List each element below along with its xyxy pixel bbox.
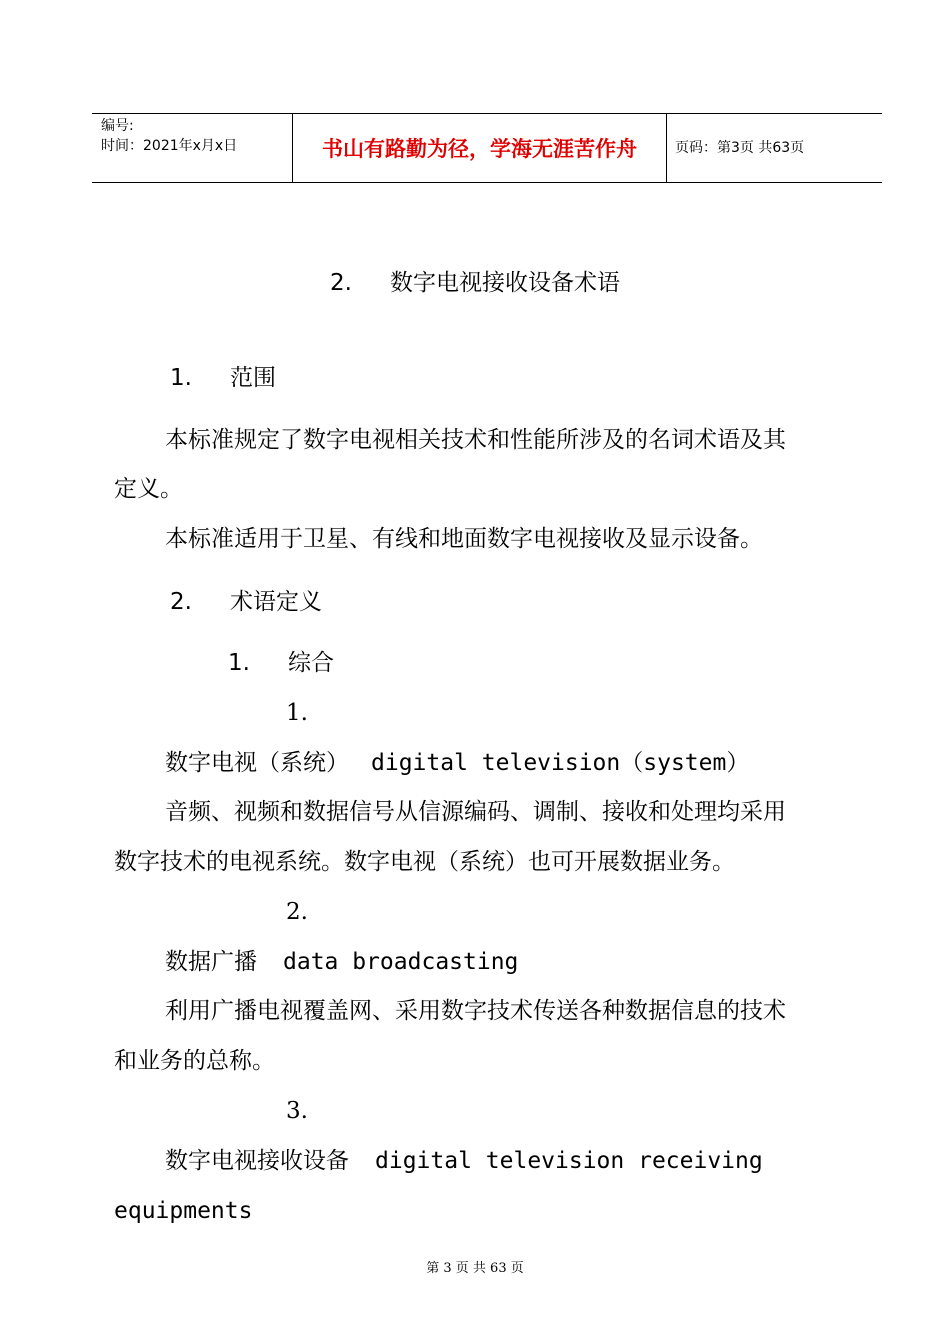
subsection-number: 1.: [228, 650, 250, 676]
term-definition: 数字技术的电视系统。数字电视（系统）也可开展数据业务。: [114, 849, 735, 875]
doc-title-number: 2.: [330, 270, 352, 296]
term-name-cn: 数字电视（系统）: [165, 750, 349, 776]
header-motto: 书山有路勤为径，学海无涯苦作舟: [322, 136, 637, 161]
section-number: 1.: [170, 365, 192, 391]
serial-label: 编号:: [101, 118, 134, 134]
subsection-title: 综合: [287, 650, 334, 676]
header-divider: [666, 114, 667, 182]
section-heading-1: [170, 363, 276, 393]
term-name-en: digital television receiving: [375, 1148, 763, 1174]
doc-title-text: 数字电视接收设备术语: [389, 270, 620, 296]
page-header: [92, 113, 882, 183]
term-number: 2.: [286, 899, 308, 925]
term-heading: [165, 947, 518, 977]
page-footer: 第 3 页 共 63 页: [426, 1261, 524, 1276]
section-heading-2: [170, 587, 322, 617]
doc-title: [330, 268, 620, 298]
paragraph: 本标准适用于卫星、有线和地面数字电视接收及显示设备。: [165, 526, 763, 552]
section-title: 术语定义: [229, 589, 322, 615]
term-definition: 和业务的总称。: [114, 1048, 275, 1074]
term-heading: [165, 1146, 763, 1176]
term-number: 1.: [286, 700, 308, 726]
term-name-en-continued: equipments: [114, 1198, 253, 1224]
term-definition: 利用广播电视覆盖网、采用数字技术传送各种数据信息的技术: [165, 998, 786, 1024]
term-name-cn: 数据广播: [165, 949, 257, 975]
paragraph: 本标准规定了数字电视相关技术和性能所涉及的名词术语及其: [165, 427, 786, 453]
time-label: 时间：2021年x月x日: [101, 138, 238, 154]
term-number: 3.: [286, 1098, 308, 1124]
term-definition: 音频、视频和数据信号从信源编码、调制、接收和处理均采用: [165, 799, 786, 825]
term-heading: [165, 748, 749, 778]
section-title: 范围: [229, 365, 276, 391]
header-meta: [101, 116, 237, 156]
term-name-cn: 数字电视接收设备: [165, 1148, 349, 1174]
header-page-info: 页码：第3页 共63页: [675, 140, 805, 156]
term-name-en: data broadcasting: [283, 949, 519, 975]
term-name-en: digital television（system）: [371, 750, 750, 776]
subsection-heading: [228, 648, 334, 678]
paragraph: 定义。: [114, 476, 183, 502]
section-number: 2.: [170, 589, 192, 615]
